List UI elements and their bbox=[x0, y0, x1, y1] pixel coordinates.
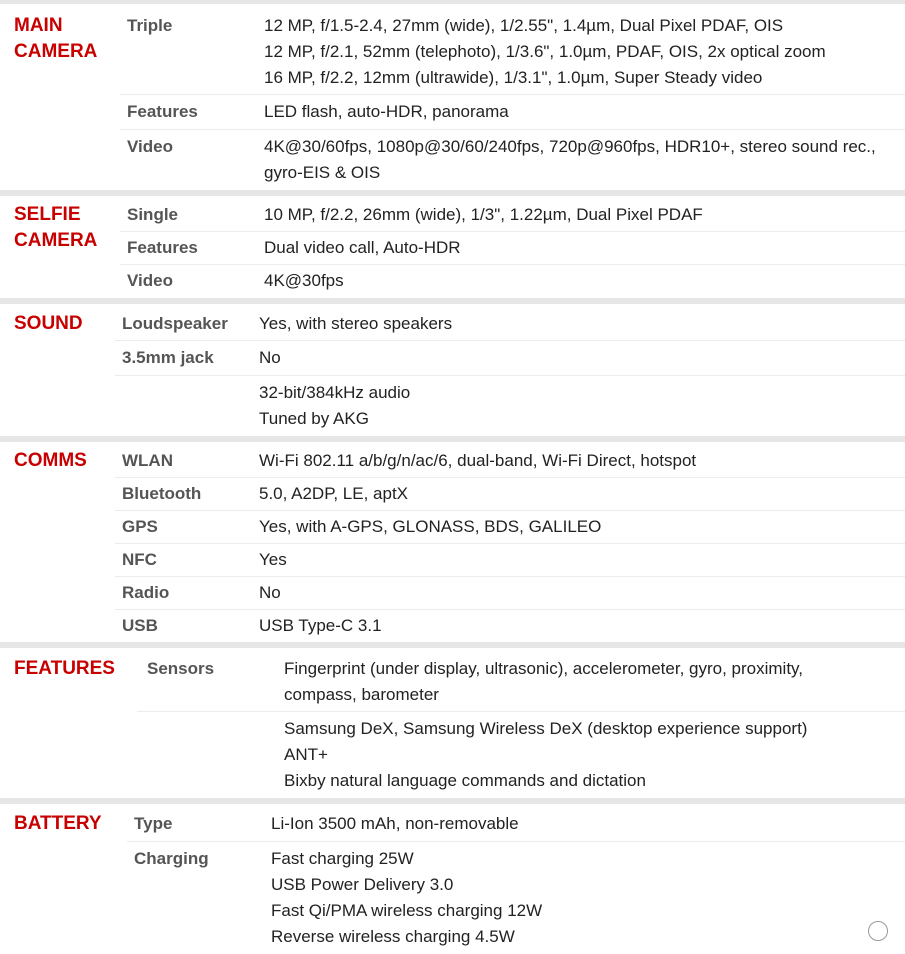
spec-value bbox=[264, 134, 905, 186]
spec-label: Loudspeaker bbox=[122, 314, 228, 333]
spec-value bbox=[259, 547, 905, 573]
spec-value-line: USB Power Delivery 3.0 bbox=[271, 875, 454, 894]
spec-label: Features bbox=[127, 102, 198, 121]
spec-section bbox=[0, 0, 905, 190]
spec-value bbox=[264, 268, 905, 294]
spec-value-line: gyro-EIS & OIS bbox=[264, 163, 381, 182]
spec-value-line: 5.0, A2DP, LE, aptX bbox=[259, 484, 409, 503]
spec-value-line: Yes, with A-GPS, GLONASS, BDS, GALILEO bbox=[259, 517, 602, 536]
spec-value bbox=[264, 202, 905, 228]
spec-value-line: Yes bbox=[259, 550, 287, 569]
spec-section bbox=[0, 798, 905, 954]
spec-row bbox=[120, 232, 905, 265]
spec-label: Bluetooth bbox=[122, 484, 202, 503]
spec-row bbox=[115, 376, 905, 436]
spec-row bbox=[115, 544, 905, 577]
section-title: BATTERY bbox=[14, 813, 102, 834]
spec-value-line: Dual video call, Auto-HDR bbox=[264, 238, 461, 257]
spec-value-line: Reverse wireless charging 4.5W bbox=[271, 927, 515, 946]
spec-value bbox=[259, 580, 905, 606]
spec-label: Single bbox=[127, 205, 179, 224]
spec-value-line: No bbox=[259, 583, 281, 602]
spec-value-line: 4K@30fps bbox=[264, 271, 344, 290]
spec-row bbox=[120, 4, 905, 95]
spec-value bbox=[284, 656, 905, 708]
spec-value-line: No bbox=[259, 348, 281, 367]
spec-value bbox=[271, 846, 905, 950]
spec-value bbox=[264, 13, 905, 91]
spec-value bbox=[259, 448, 905, 474]
spec-value-line: Tuned by AKG bbox=[259, 409, 369, 428]
spec-row bbox=[120, 95, 905, 130]
spec-label: Radio bbox=[122, 583, 170, 602]
spec-section bbox=[0, 436, 905, 642]
spec-value-line: 16 MP, f/2.2, 12mm (ultrawide), 1/3.1", 1.0µm, Super Steady video bbox=[264, 68, 763, 87]
spec-row bbox=[120, 196, 905, 232]
spec-row bbox=[127, 842, 905, 954]
spec-row bbox=[115, 478, 905, 511]
spec-value-line: LED flash, auto-HDR, panorama bbox=[264, 102, 509, 121]
spec-value bbox=[259, 481, 905, 507]
spec-value bbox=[259, 380, 905, 432]
spec-value-line: 12 MP, f/2.1, 52mm (telephoto), 1/3.6", 1.0µm, PDAF, OIS, 2x optical zoom bbox=[264, 42, 826, 61]
spec-value bbox=[264, 99, 905, 125]
spec-label: GPS bbox=[122, 517, 158, 536]
spec-label: Video bbox=[127, 137, 173, 156]
spec-value bbox=[259, 514, 905, 540]
spec-label: Charging bbox=[134, 849, 209, 868]
spec-value-line: Wi-Fi 802.11 a/b/g/n/ac/6, dual-band, Wi-Fi Direct, hotspot bbox=[259, 451, 697, 470]
spec-value-line: 10 MP, f/2.2, 26mm (wide), 1/3", 1.22µm, Dual Pixel PDAF bbox=[264, 205, 703, 224]
spec-label: WLAN bbox=[122, 451, 173, 470]
spec-label: Features bbox=[127, 238, 198, 257]
spec-row bbox=[115, 341, 905, 376]
spec-label: 3.5mm jack bbox=[122, 348, 214, 367]
spec-value bbox=[259, 613, 905, 639]
spec-value-line: Li-Ion 3500 mAh, non-removable bbox=[271, 814, 519, 833]
section-title: COMMS bbox=[14, 450, 87, 471]
spec-row bbox=[115, 511, 905, 544]
spec-value-line: USB Type-C 3.1 bbox=[259, 616, 382, 635]
spec-section bbox=[0, 642, 905, 798]
section-title: SELFIE CAMERA bbox=[14, 204, 98, 251]
spec-value bbox=[259, 345, 905, 371]
spec-value-line: Bixby natural language commands and dictation bbox=[284, 771, 646, 790]
spec-row bbox=[120, 265, 905, 298]
spec-label bbox=[122, 380, 259, 432]
spec-value-line: Fast Qi/PMA wireless charging 12W bbox=[271, 901, 543, 920]
spec-value bbox=[264, 235, 905, 261]
spec-label: Type bbox=[134, 814, 173, 833]
section-title: MAIN CAMERA bbox=[14, 15, 98, 62]
spec-value-line: compass, barometer bbox=[284, 685, 439, 704]
spec-label: NFC bbox=[122, 550, 157, 569]
spec-row bbox=[115, 304, 905, 341]
spec-section bbox=[0, 190, 905, 298]
section-title: SOUND bbox=[14, 313, 83, 334]
spec-value-line: Samsung DeX, Samsung Wireless DeX (desktop experience support) bbox=[284, 719, 808, 738]
spec-label: USB bbox=[122, 616, 158, 635]
spec-row bbox=[137, 712, 905, 798]
section-title: FEATURES bbox=[14, 658, 115, 679]
spec-section bbox=[0, 298, 905, 436]
spec-row bbox=[137, 648, 905, 712]
spec-value bbox=[284, 716, 905, 794]
spec-value-line: Yes, with stereo speakers bbox=[259, 314, 453, 333]
spec-row bbox=[115, 610, 905, 642]
spec-label: Sensors bbox=[147, 659, 215, 678]
spec-value-line: 12 MP, f/1.5-2.4, 27mm (wide), 1/2.55", 1.4µm, Dual Pixel PDAF, OIS bbox=[264, 16, 784, 35]
circle-icon bbox=[868, 921, 888, 941]
spec-value-line: 32-bit/384kHz audio bbox=[259, 383, 411, 402]
spec-row bbox=[115, 442, 905, 478]
spec-label: Triple bbox=[127, 16, 173, 35]
spec-value bbox=[271, 811, 905, 837]
spec-row bbox=[115, 577, 905, 610]
spec-value-line: 4K@30/60fps, 1080p@30/60/240fps, 720p@960fps, HDR10+, stereo sound rec., bbox=[264, 137, 876, 156]
spec-value bbox=[259, 311, 905, 337]
spec-row bbox=[120, 130, 905, 190]
spec-row bbox=[127, 804, 905, 842]
spec-value-line: Fingerprint (under display, ultrasonic), accelerometer, gyro, proximity, bbox=[284, 659, 804, 678]
spec-value-line: Fast charging 25W bbox=[271, 849, 414, 868]
spec-label: Video bbox=[127, 271, 173, 290]
spec-value-line: ANT+ bbox=[284, 745, 328, 764]
spec-label bbox=[147, 716, 284, 794]
